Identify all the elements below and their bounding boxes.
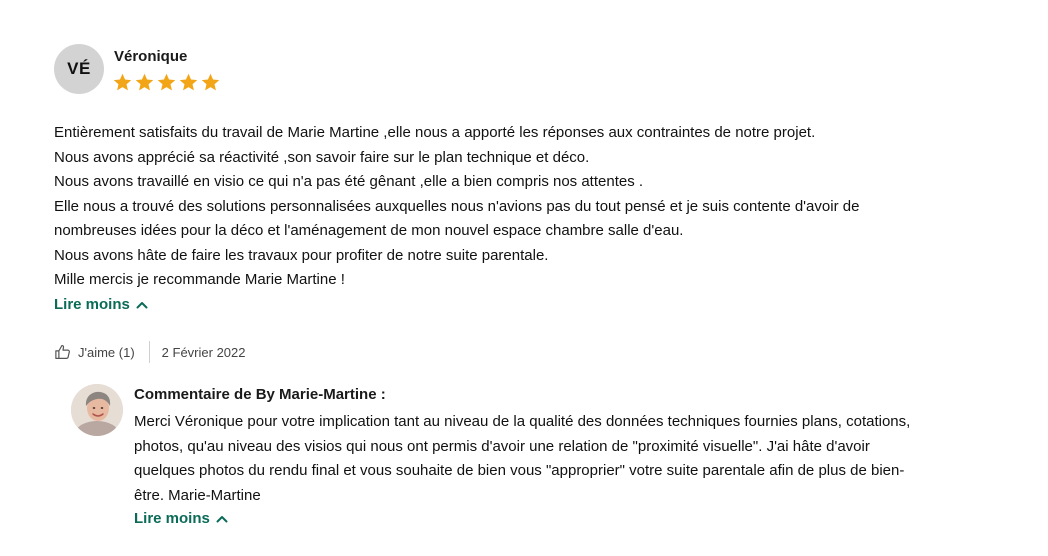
star-icon — [112, 72, 133, 93]
star-icon — [178, 72, 199, 93]
reply-line: être. Marie-Martine — [134, 486, 261, 504]
star-icon — [200, 72, 221, 93]
reply-text — [134, 410, 1034, 508]
author-initials: VÉ — [67, 59, 91, 78]
meta-divider — [149, 341, 150, 363]
reply-line: quelques photos du rendu final et vous souhaite de bien vous "approprier" votre suite parentale afin de plus de bien- — [134, 462, 905, 479]
reply-read-less-link[interactable] — [134, 510, 228, 527]
star-icon — [156, 72, 177, 93]
review-line: Entièrement satisfaits du travail de Marie Martine ,elle nous a apporté les réponses aux contraintes de notre projet. — [54, 124, 816, 141]
reply-title: Commentaire de By Marie-Martine : — [134, 386, 386, 403]
review-line: Nous avons apprécié sa réactivité ,son savoir faire sur le plan technique et déco. — [54, 148, 590, 166]
thumbs-up-icon — [54, 343, 72, 361]
reply-line: photos, qu'au niveau des visios qui nous ont permis d'avoir une relation de "proximité visuelle". J'ai hâte d'avoir — [134, 437, 870, 455]
review-text — [54, 121, 1014, 293]
read-less-label: Lire moins — [54, 296, 130, 313]
like-label: J'aime (1) — [78, 344, 135, 360]
review-line: Nous avons hâte de faire les travaux pour profiter de notre suite parentale. — [54, 246, 549, 264]
read-less-label: Lire moins — [134, 510, 210, 527]
author-avatar — [54, 44, 104, 94]
author-name: Véronique — [114, 48, 188, 65]
review-line: Elle nous a trouvé des solutions personnalisées auxquelles nous n'avions pas du tout pensé et je suis contente d'avoir de — [54, 197, 860, 215]
reply-line: Merci Véronique pour votre implication tant au niveau de la qualité des données techniques fournies plans, cotations, — [134, 413, 911, 430]
review-date: 2 Février 2022 — [161, 344, 246, 360]
read-less-link[interactable] — [54, 296, 148, 313]
star-rating — [112, 72, 221, 93]
reply-avatar — [71, 384, 123, 436]
like-button[interactable] — [54, 343, 135, 361]
owner-photo-icon — [71, 384, 123, 436]
review-meta — [54, 342, 246, 362]
star-icon — [134, 72, 155, 93]
review-line: Mille mercis je recommande Marie Martine ! — [54, 271, 345, 288]
chevron-up-icon — [216, 515, 228, 523]
review-line: Nous avons travaillé en visio ce qui n'a pas été gênant ,elle a bien compris nos attentes . — [54, 173, 644, 190]
review-line: nombreuses idées pour la déco et l'aménagement de mon nouvel espace chambre salle d'eau. — [54, 222, 684, 239]
chevron-up-icon — [136, 301, 148, 309]
